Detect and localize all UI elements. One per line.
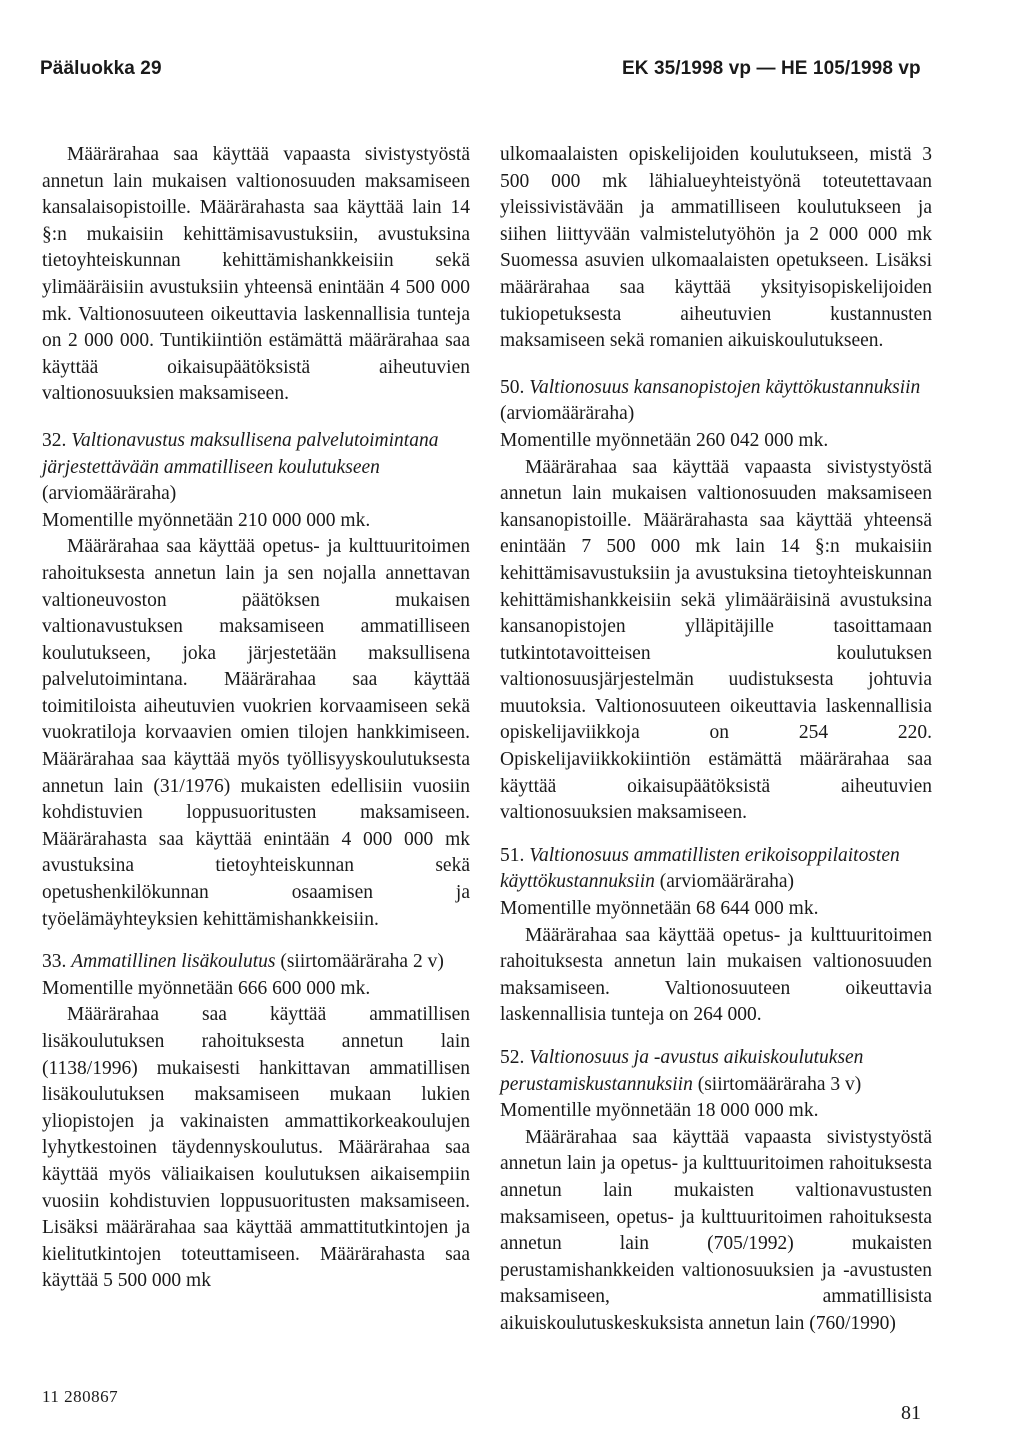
section-number: 50. [500, 376, 525, 398]
section-amount-51: Momentille myönnetään 68 644 000 mk. [500, 898, 819, 920]
print-code: 11 280867 [42, 1387, 119, 1406]
section-body-51: Määrärahaa saa käyttää opetus- ja kulttuuritoimen rahoituksesta annetun lain mukaisen valtionosuuden maksamiseen. Valtionosuuteen oikeuttavia laskennallisia tunteja on 264 000. [500, 924, 932, 1026]
section-number: 32. [42, 429, 67, 451]
section-number: 52. [500, 1047, 525, 1068]
section-heading-52 [500, 1045, 932, 1098]
paragraph-intro-left: Määrärahaa saa käyttää vapaasta sivistystyöstä annetun lain mukaisen valtionosuuden maksamiseen kansalaisopistoille. Määrärahasta saa käyttää lain 14 §:n mukaisiin kehittämisavustuksiin, avustuksina tietoyhteiskunnan kehittämishankkeisiin sekä ylimääräisiin avustuksiin yhteensä enintään 4 500 000 mk. Valtionosuuteen oikeuttavia laskennallisia tunteja on 2 000 000. Tuntikiintiön estämättä määrärahaa saa käyttää oikaisupäätöksistä aiheutuvien valtionosuuksien maksamiseen. [42, 144, 470, 405]
section-body-33: Määrärahaa saa käyttää ammatillisen lisäkoulutuksen rahoituksesta annetun lain (1138/1996) mukaisesti hankittavan ammatillisen lisäkoulutuksen maksamiseen mukaan lukien yliopistojen ja vakinaisten ammattikorkeakoulujen lyhytkestoinen täydennyskoulutus. Määrärahaa saa käyttää myös väliaikaisen koulutuksen aikaisempiin vuosiin kohdistuvien loppusuoritusten maksamiseen. Lisäksi määrärahaa saa käyttää ammattitutkintojen ja kielitutkintojen toteuttamiseen. Määrärahasta saa käyttää 5 500 000 mk [42, 1004, 470, 1292]
section-amount-32: Momentille myönnetään 210 000 000 mk. [42, 509, 371, 531]
section-type: (arviomääräraha) [500, 403, 635, 425]
section-amount-33: Momentille myönnetään 666 600 000 mk. [42, 977, 371, 999]
section-body-50: Määrärahaa saa käyttää vapaasta sivistystyöstä annetun lain mukaisen valtionosuuden maksamiseen kansanopistoille. Määrärahasta saa käyttää yhteensä enintään 7 500 000 mk lain 14 §:n mukaisiin kehittämisavustuksiin ja avustuksina tietoyhteiskunnan kehittämishankkeisiin sekä ylimääräisinä avustuksina kansanopistojen ylläpitäjille tasoittamaan tutkintotavoitteisen koulutuksen valtionosuusjärjestelmän uudistuksesta johtuvia muutoksia. Valtionosuuteen oikeuttavia laskennallisia opiskelijaviikkoja on 254 220. Opiskelijaviikkokiintiön estämättä määrärahaa saa käyttää oikaisupäätöksistä aiheutuvien valtionosuuksien maksamiseen. [500, 456, 932, 824]
section-title: Valtionosuus ja -avustus aikuiskoulutuksen perustamiskustannuksiin [500, 1047, 864, 1095]
section-number: 33. [42, 951, 67, 973]
section-type: (arviomääräraha) [659, 871, 794, 893]
section-title: Valtionosuus ammatillisten erikoisoppilaitosten käyttökustannuksiin [500, 844, 900, 893]
running-header-right: EK 35/1998 vp — HE 105/1998 vp [622, 58, 921, 79]
section-heading-33 [42, 949, 470, 976]
section-type: (siirtomääräraha 2 v) [280, 951, 444, 973]
running-header-left: Pääluokka 29 [40, 58, 162, 79]
left-column [42, 142, 470, 1295]
section-title: Valtionavustus maksullisena palvelutoimintana järjestettävään ammatilliseen koulutukseen [42, 429, 439, 478]
section-body-32: Määrärahaa saa käyttää opetus- ja kulttuuritoimen rahoituksesta annetun lain ja sen nojalla annettavan valtioneuvoston päätöksen mukaisen valtionavustuksen maksamiseen ammatilliseen koulutukseen, joka järjestetään maksullisena palvelutoimintana. Määrärahaa saa käyttää toimitiloista aiheutuvien vuokrien korvaamiseen sekä vuokratiloja korvaavien omien tilojen hankkimiseen. Määrärahaa saa käyttää myös työllisyyskoulutuksesta annetun lain (31/1976) mukaisten edellisiin vuosiin kohdistuvien loppusuoritusten maksamiseen. Määrärahasta saa käyttää enintään 4 000 000 mk avustuksina tietoyhteiskunnan sekä opetushenkilökunnan osaamisen ja työelämäyhteyksien kehittämishankkeisiin. [42, 536, 470, 930]
right-column [500, 142, 932, 1338]
section-number: 51. [500, 844, 525, 866]
section-title: Ammatillinen lisäkoulutus [71, 951, 276, 973]
section-amount-50: Momentille myönnetään 260 042 000 mk. [500, 429, 829, 451]
paragraph-continued-right: ulkomaalaisten opiskelijoiden koulutukseen, mistä 3 500 000 mk lähialueyhteistyönä toteutettavaan yleissivistävään ja ammatilliseen koulutukseen ja siihen liittyvään valmistelutyöhön ja 2 000 000 mk Suomessa asuvien ulkomaalaisten opetukseen. Lisäksi määrärahaa saa käyttää yksityisopiskelijoiden tukiopetuksesta aiheutuvien kustannusten maksamiseen sekä romanien aikuiskoulutukseen. [500, 144, 932, 352]
section-type: (arviomääräraha) [42, 483, 177, 505]
section-heading-32 [42, 428, 470, 508]
section-title: Valtionosuus kansanopistojen käyttökustannuksiin [529, 376, 921, 398]
section-heading-51 [500, 843, 932, 896]
page-number: 81 [901, 1402, 921, 1424]
section-body-52: Määrärahaa saa käyttää vapaasta sivistystyöstä annetun lain ja opetus- ja kulttuuritoimen rahoituksesta annetun lain mukaisten valtionavustusten maksamiseen, opetus- ja kulttuuritoimen rahoituksesta annetun lain (705/1992) mukaisten perustamishankkeiden valtionosuuksien ja -avustusten maksamiseen, ammatillisista aikuiskoulutuskeskuksista annetun lain (760/1990) [500, 1126, 932, 1334]
section-type: (siirtomääräraha 3 v) [697, 1073, 862, 1095]
section-heading-50 [500, 375, 932, 428]
section-amount-52: Momentille myönnetään 18 000 000 mk. [500, 1100, 819, 1122]
